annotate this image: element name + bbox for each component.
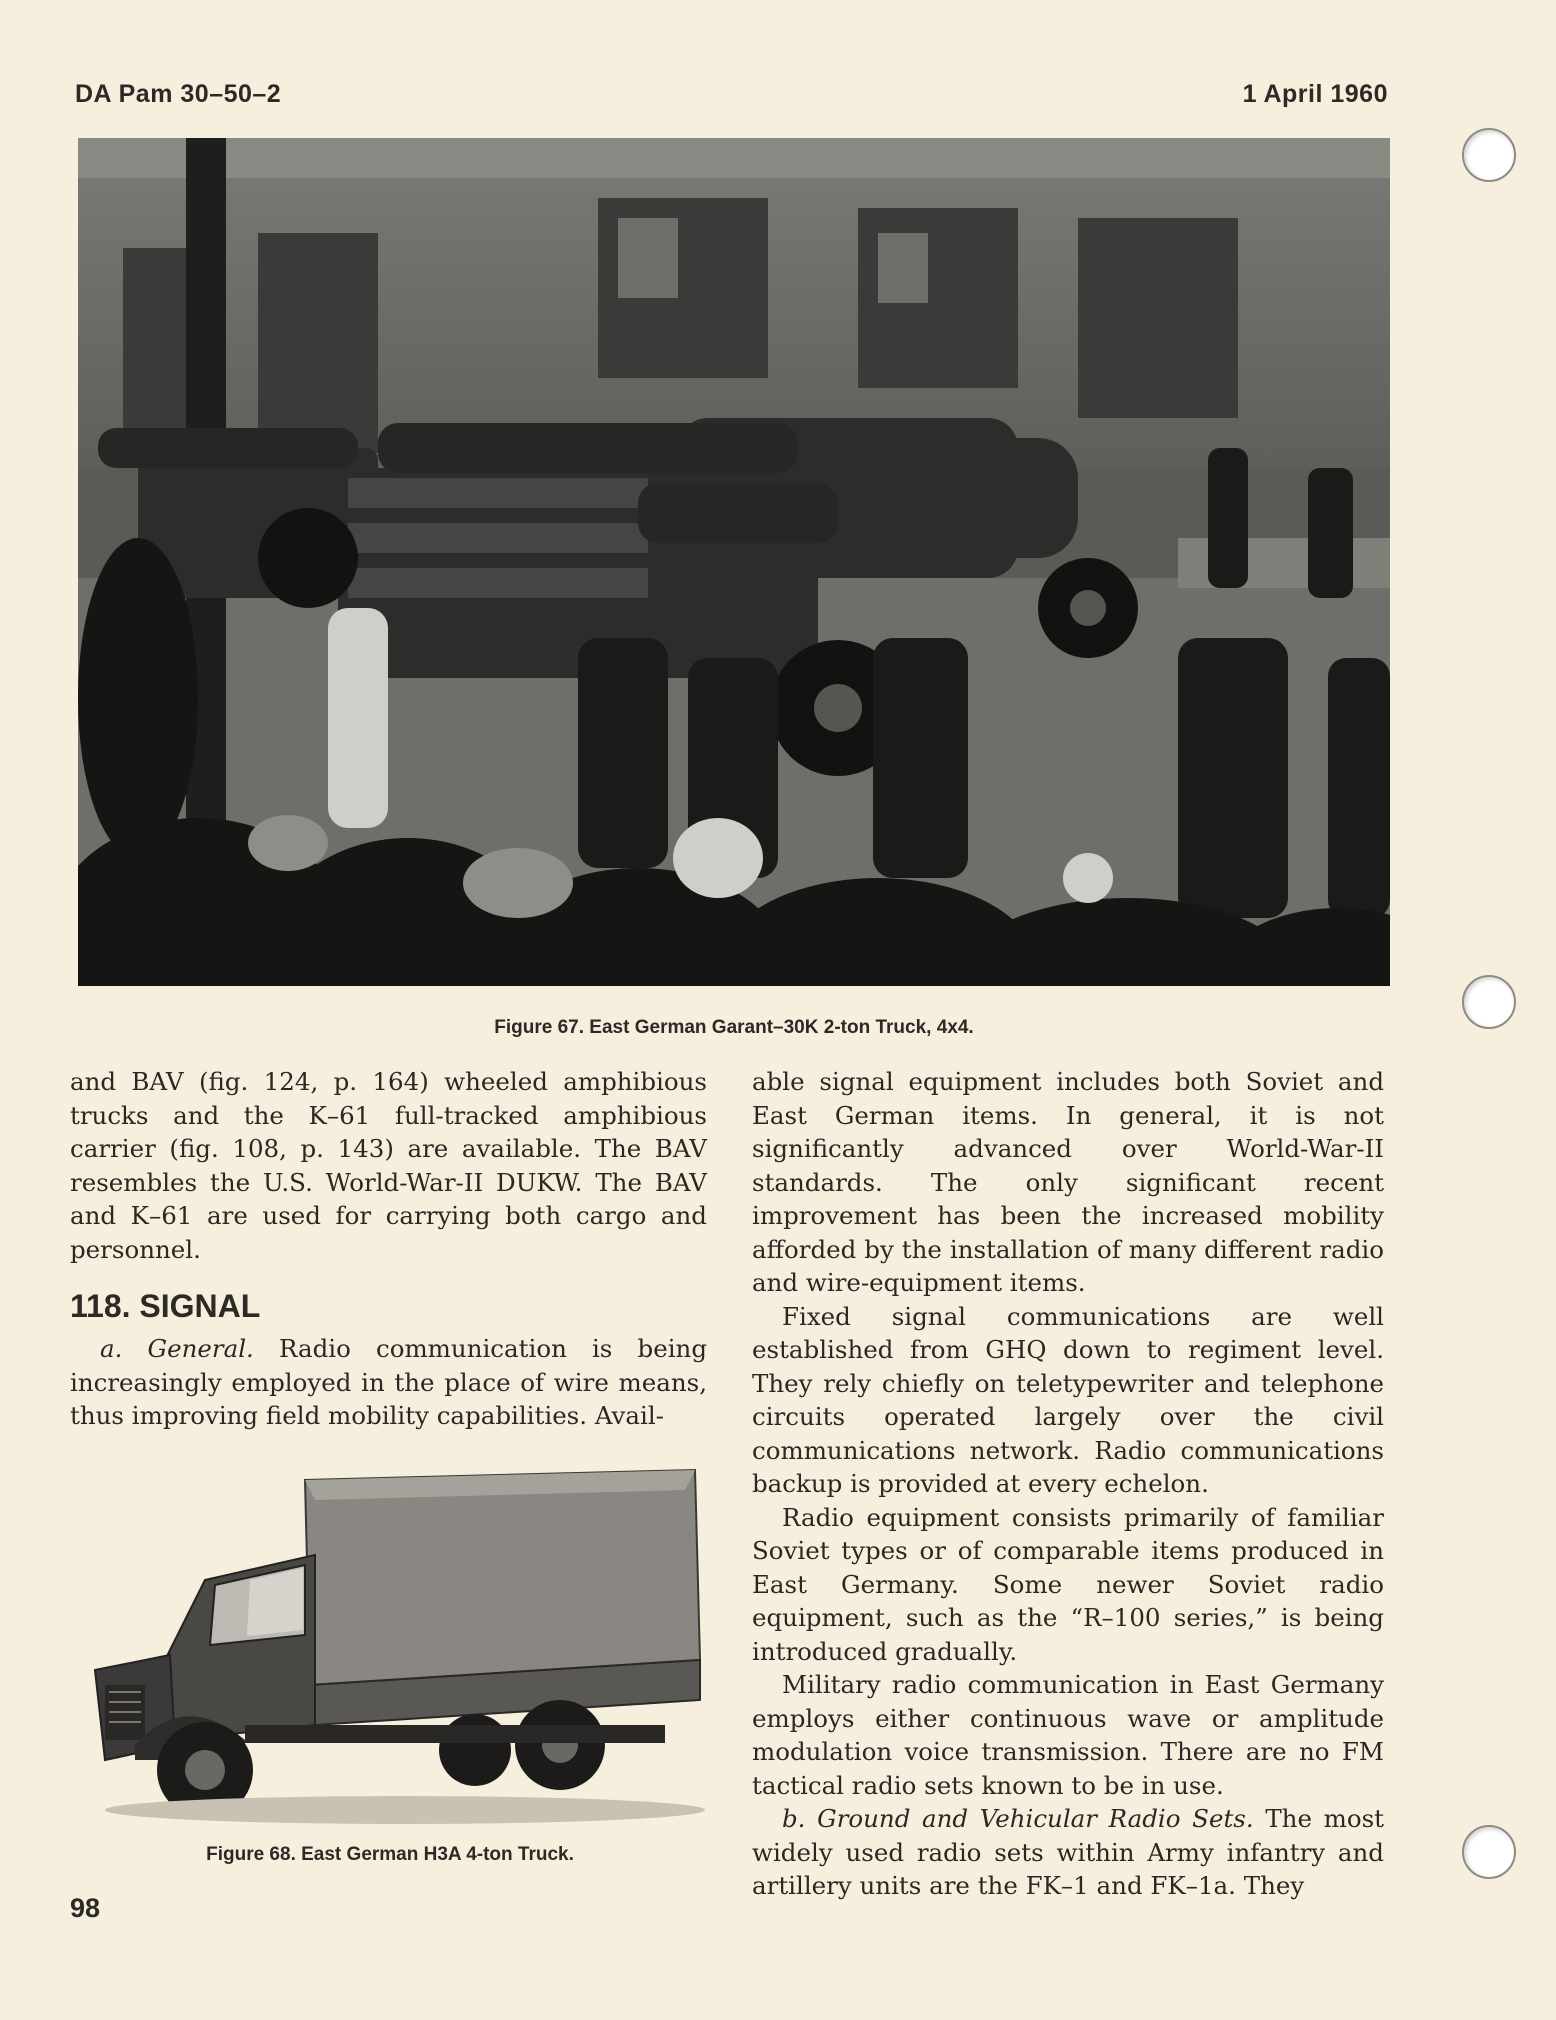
- paragraph-general-text: Radio communication is being increasingly employed in the place of wire means, thus improving field mobility capabilities. Avail-: [70, 1334, 707, 1430]
- running-header-right: 1 April 1960: [1242, 80, 1388, 108]
- figure-68-caption: Figure 68. East German H3A 4-ton Truck.: [206, 1844, 574, 1865]
- right-text-column: [752, 1065, 1384, 1903]
- paragraph-ground-vehicular: [752, 1802, 1384, 1903]
- binder-hole-bottom: [1462, 1825, 1516, 1879]
- subsection-label-ground-vehicular: b. Ground and Vehicular Radio Sets.: [782, 1804, 1254, 1833]
- left-text-column: [70, 1065, 707, 1433]
- figure-68-illustration: [75, 1460, 705, 1835]
- figure-67-photo: [78, 138, 1390, 986]
- paragraph-fixed-signal: Fixed signal communications are well established from GHQ down to regiment level. They rely chiefly on teletypewriter and telephone circuits operated largely over the civil communications network. Radio communications backup is provided at every echelon.: [752, 1301, 1384, 1498]
- paragraph-general: [70, 1332, 707, 1433]
- running-header-left: DA Pam 30–50–2: [75, 80, 282, 108]
- binder-hole-middle: [1462, 975, 1516, 1029]
- subsection-label-general: a. General.: [100, 1334, 254, 1363]
- figure-67-caption: Figure 67. East German Garant–30K 2-ton Truck, 4x4.: [494, 1017, 974, 1038]
- paragraph-military-radio: Military radio communication in East Germany employs either continuous wave or amplitude modulation voice transmission. There are no FM tactical radio sets known to be in use.: [752, 1670, 1384, 1800]
- paragraph-radio-equipment: Radio equipment consists primarily of familiar Soviet types or of comparable items produced in East Germany. Some newer Soviet radio equipment, such as the “R–100 series,” is being introduced gradually.: [752, 1502, 1384, 1666]
- paragraph-ground-vehicular-text: The most widely used radio sets within Army infantry and artillery units are the FK–1 and FK–1a. They: [752, 1804, 1384, 1900]
- paragraph-signal-equipment: able signal equipment includes both Soviet and East German items. In general, it is not significantly advanced over World-War-II standards. The only significant recent improvement has been the increased mobility afforded by the installation of many different radio and wire-equipment items.: [752, 1067, 1384, 1297]
- paragraph-amphibious: and BAV (fig. 124, p. 164) wheeled amphibious trucks and the K–61 full-tracked amphibious carrier (fig. 108, p. 143) are available. The BAV resembles the U.S. World-War-II DUKW. The BAV and K–61 are used for carrying both cargo and personnel.: [70, 1067, 707, 1264]
- section-heading-signal: 118. SIGNAL: [70, 1288, 261, 1324]
- binder-hole-top: [1462, 128, 1516, 182]
- page-number: 98: [70, 1893, 101, 1923]
